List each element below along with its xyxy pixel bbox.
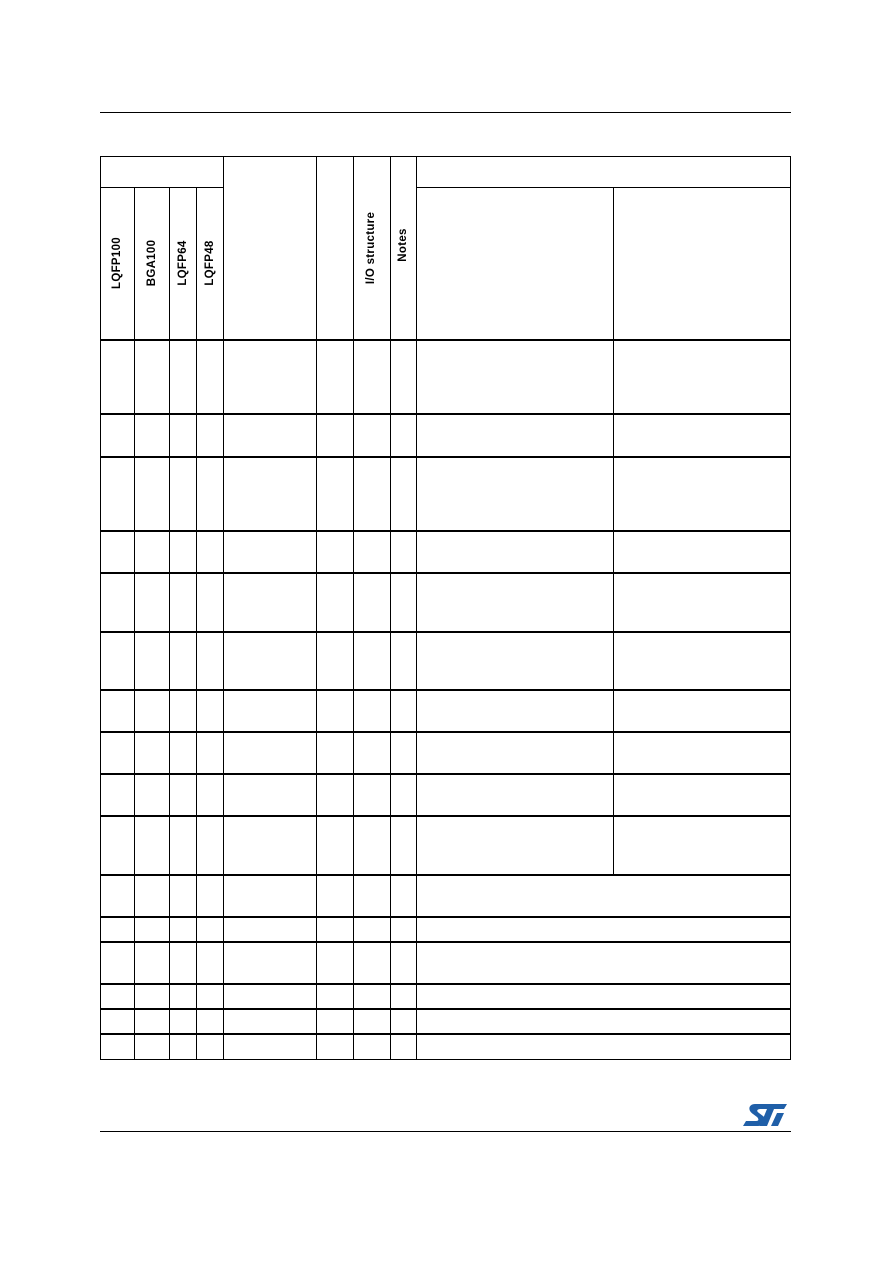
header-lqfp48: LQFP48 [204, 240, 216, 286]
header-lqfp100: LQFP100 [111, 237, 123, 289]
header-bga100: BGA100 [146, 239, 158, 287]
footer-rule [100, 1131, 791, 1132]
st-logo [741, 1102, 789, 1128]
header-io-structure: I/O structure [365, 211, 377, 285]
header-notes: Notes [397, 228, 409, 262]
header-lqfp64: LQFP64 [177, 240, 189, 286]
